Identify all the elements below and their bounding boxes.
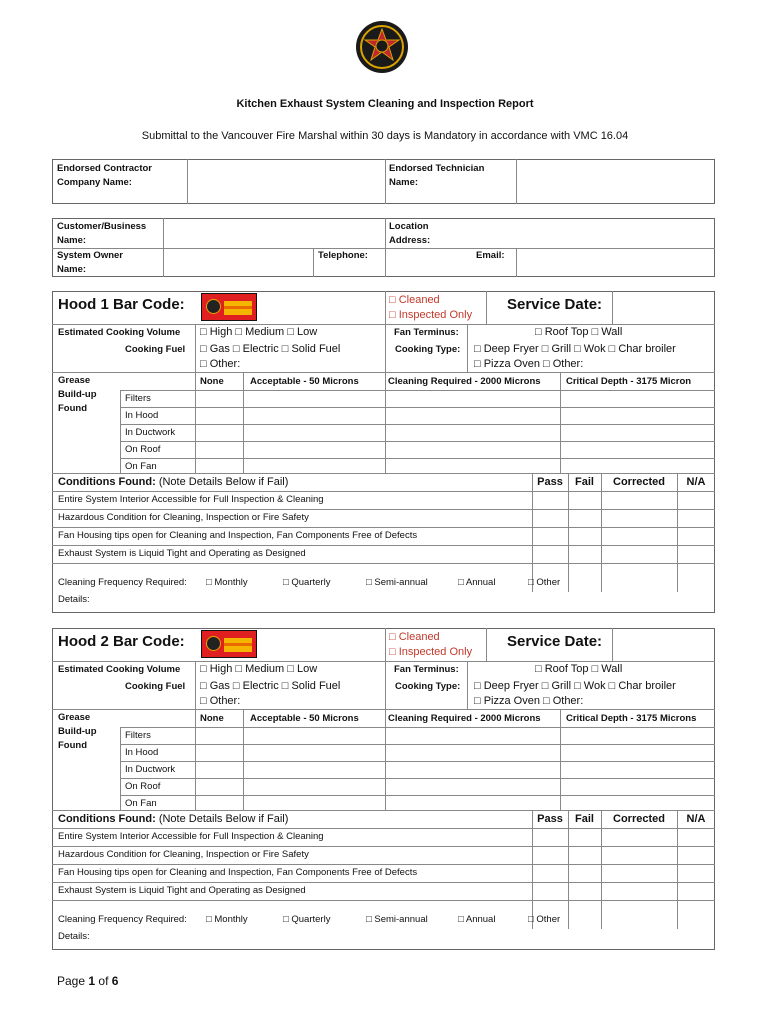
grease-cleaning-required-cell[interactable] [386,779,559,794]
grease-cleaning-required-cell[interactable] [386,391,559,406]
critical-column-header: Critical Depth - 3175 Microns [566,713,697,724]
system-owner-label-2: Name: [57,264,87,275]
condition-fail-cell[interactable] [569,528,600,544]
frequency-option-checkbox[interactable]: □ Quarterly [283,914,331,925]
condition-fail-cell[interactable] [569,865,600,881]
grease-row-label: On Roof [125,444,161,455]
grease-critical-cell[interactable] [561,391,714,406]
grease-row-label: In Ductwork [125,764,176,775]
grease-acceptable-cell[interactable] [244,425,384,440]
contractor-company-field[interactable] [188,160,384,203]
grease-cleaning-required-cell[interactable] [386,762,559,777]
condition-pass-cell[interactable] [533,546,567,562]
fuel-other[interactable]: □ Other: [200,358,241,370]
cooking-type-options-2[interactable]: □ Pizza Oven □ Other: [474,695,584,707]
condition-pass-cell[interactable] [533,883,567,899]
condition-corrected-cell[interactable] [602,546,676,562]
grease-none-cell[interactable] [196,728,242,743]
condition-na-cell[interactable] [678,528,714,544]
frequency-option-checkbox[interactable]: □ Annual [458,914,496,925]
condition-pass-cell[interactable] [533,528,567,544]
condition-row-label: Fan Housing tips open for Cleaning and Inspection, Fan Components Free of Defects [58,530,418,541]
grease-none-cell[interactable] [196,745,242,760]
hood-bar-code-label: Hood 1 Bar Code: [58,296,185,313]
condition-fail-cell[interactable] [569,492,600,508]
grease-acceptable-cell[interactable] [244,728,384,743]
grease-critical-cell[interactable] [561,728,714,743]
none-column-header: None [200,376,224,387]
cleaning-required-column-header: Cleaning Required - 2000 Microns [388,376,541,387]
grease-acceptable-cell[interactable] [244,442,384,457]
condition-na-cell[interactable] [678,546,714,562]
details-label: Details: [58,594,90,605]
grease-row-label: Filters [125,393,151,404]
volume-options[interactable]: □ High □ Medium □ Low [200,326,318,338]
condition-fail-cell[interactable] [569,883,600,899]
grease-critical-cell[interactable] [561,796,714,809]
cooking-type-label: Cooking Type: [395,344,461,355]
details-field[interactable] [100,929,710,947]
grease-label-2: Build-up [58,726,97,737]
system-owner-field[interactable] [164,249,312,276]
critical-column-header: Critical Depth - 3175 Micron [566,376,692,387]
condition-fail-cell[interactable] [569,546,600,562]
grease-cleaning-required-cell[interactable] [386,728,559,743]
grease-cleaning-required-cell[interactable] [386,459,559,472]
condition-corrected-cell[interactable] [602,883,676,899]
condition-fail-cell[interactable] [569,847,600,863]
grease-row-label: In Hood [125,747,159,758]
condition-corrected-cell[interactable] [602,847,676,863]
grease-cleaning-required-cell[interactable] [386,425,559,440]
email-label: Email: [476,250,505,261]
hood-bar-code-label: Hood 2 Bar Code: [58,633,185,650]
condition-row-label: Hazardous Condition for Cleaning, Inspection or Fire Safety [58,849,309,860]
condition-na-cell[interactable] [678,847,714,863]
condition-corrected-cell[interactable] [602,528,676,544]
cooking-type-label: Cooking Type: [395,681,461,692]
frequency-option-checkbox[interactable]: □ Quarterly [283,577,331,588]
fire-department-logo [355,20,409,74]
condition-na-cell[interactable] [678,492,714,508]
condition-row-label: Exhaust System is Liquid Tight and Operating as Designed [58,885,306,896]
cooking-type-options-2[interactable]: □ Pizza Oven □ Other: [474,358,584,370]
customer-business-field[interactable] [164,219,384,247]
grease-row-label: On Fan [125,798,157,809]
acceptable-column-header: Acceptable - 50 Microns [250,713,359,724]
cleaning-required-column-header: Cleaning Required - 2000 Microns [388,713,541,724]
service-date-label: Service Date: [507,633,603,650]
na-column-header: N/A [686,476,706,488]
grease-label-3: Found [58,403,88,414]
grease-acceptable-cell[interactable] [244,779,384,794]
condition-na-cell[interactable] [678,510,714,526]
condition-row-label: Hazardous Condition for Cleaning, Inspection or Fire Safety [58,512,309,523]
grease-acceptable-cell[interactable] [244,796,384,809]
grease-label-2: Build-up [58,389,97,400]
cleaned-checkbox[interactable]: □ Cleaned [389,631,440,643]
grease-row-label: On Roof [125,781,161,792]
none-column-header: None [200,713,224,724]
fan-terminus-options[interactable]: □ Roof Top □ Wall [535,663,623,675]
cooking-type-options[interactable]: □ Deep Fryer □ Grill □ Wok □ Char broiler [474,680,676,692]
condition-na-cell[interactable] [678,883,714,899]
fan-terminus-options[interactable]: □ Roof Top □ Wall [535,326,623,338]
fan-terminus-label: Fan Terminus: [394,664,459,675]
frequency-option-checkbox[interactable]: □ Annual [458,577,496,588]
location-address-label: Location [389,221,429,232]
condition-corrected-cell[interactable] [602,510,676,526]
grease-cleaning-required-cell[interactable] [386,408,559,423]
location-address-label-2: Address: [389,235,431,246]
inspected-only-checkbox[interactable]: □ Inspected Only [389,309,473,321]
grease-critical-cell[interactable] [561,779,714,794]
fail-column-header: Fail [575,476,594,488]
grease-critical-cell[interactable] [561,762,714,777]
report-title: Kitchen Exhaust System Cleaning and Inspection Report [236,98,534,110]
frequency-option-checkbox[interactable]: □ Other [528,914,561,925]
grease-none-cell[interactable] [196,442,242,457]
cooking-fuel-label: Cooking Fuel [125,344,186,355]
condition-corrected-cell[interactable] [602,829,676,845]
hood-bar-code-sticker [201,293,257,321]
grease-cleaning-required-cell[interactable] [386,442,559,457]
condition-row-label: Entire System Interior Accessible for Full Inspection & Cleaning [58,831,324,842]
condition-pass-cell[interactable] [533,829,567,845]
condition-pass-cell[interactable] [533,865,567,881]
grease-none-cell[interactable] [196,796,242,809]
cleaning-frequency-label: Cleaning Frequency Required: [58,577,187,588]
condition-na-cell[interactable] [678,829,714,845]
grease-row-label: Filters [125,730,151,741]
system-owner-label: System Owner [57,250,123,261]
condition-pass-cell[interactable] [533,510,567,526]
frequency-option-checkbox[interactable]: □ Semi-annual [366,914,428,925]
cleaning-frequency-label: Cleaning Frequency Required: [58,914,187,925]
telephone-label: Telephone: [318,250,368,261]
grease-none-cell[interactable] [196,762,242,777]
cooking-type-options[interactable]: □ Deep Fryer □ Grill □ Wok □ Char broiler [474,343,676,355]
grease-critical-cell[interactable] [561,425,714,440]
frequency-option-checkbox[interactable]: □ Other [528,577,561,588]
fuel-other[interactable]: □ Other: [200,695,241,707]
condition-pass-cell[interactable] [533,847,567,863]
email-field[interactable] [517,249,714,276]
service-date-field[interactable] [613,292,714,323]
grease-row-label: In Hood [125,410,159,421]
grease-none-cell[interactable] [196,459,242,472]
grease-label: Grease [58,375,91,386]
condition-row-label: Exhaust System is Liquid Tight and Operating as Designed [58,548,306,559]
na-column-header: N/A [686,813,706,825]
condition-row-label: Entire System Interior Accessible for Full Inspection & Cleaning [58,494,324,505]
conditions-found-label: Conditions Found: (Note Details Below if Fail) [58,476,289,488]
grease-row-label: On Fan [125,461,157,472]
service-date-field[interactable] [613,629,714,660]
grease-cleaning-required-cell[interactable] [386,796,559,809]
grease-cleaning-required-cell[interactable] [386,745,559,760]
volume-options[interactable]: □ High □ Medium □ Low [200,663,318,675]
grease-critical-cell[interactable] [561,442,714,457]
grease-critical-cell[interactable] [561,408,714,423]
condition-na-cell[interactable] [678,865,714,881]
condition-corrected-cell[interactable] [602,492,676,508]
grease-label-3: Found [58,740,88,751]
details-label: Details: [58,931,90,942]
condition-pass-cell[interactable] [533,492,567,508]
inspected-only-checkbox[interactable]: □ Inspected Only [389,646,473,658]
condition-fail-cell[interactable] [569,510,600,526]
fuel-options[interactable]: □ Gas □ Electric □ Solid Fuel [200,343,341,355]
technician-name-label-2: Name: [389,177,419,188]
grease-acceptable-cell[interactable] [244,459,384,472]
fail-column-header: Fail [575,813,594,825]
acceptable-column-header: Acceptable - 50 Microns [250,376,359,387]
service-date-label: Service Date: [507,296,603,313]
pass-column-header: Pass [537,476,563,488]
grease-critical-cell[interactable] [561,459,714,472]
report-subtitle: Submittal to the Vancouver Fire Marshal within 30 days is Mandatory in accordance with VMC 16.04 [141,130,629,142]
grease-critical-cell[interactable] [561,745,714,760]
grease-none-cell[interactable] [196,779,242,794]
grease-none-cell[interactable] [196,408,242,423]
hood-bar-code-sticker [201,630,257,658]
condition-fail-cell[interactable] [569,829,600,845]
grease-none-cell[interactable] [196,391,242,406]
condition-corrected-cell[interactable] [602,865,676,881]
corrected-column-header: Corrected [613,476,665,488]
grease-acceptable-cell[interactable] [244,391,384,406]
frequency-option-checkbox[interactable]: □ Monthly [206,914,248,925]
grease-acceptable-cell[interactable] [244,745,384,760]
frequency-option-checkbox[interactable]: □ Monthly [206,577,248,588]
cleaned-checkbox[interactable]: □ Cleaned [389,294,440,306]
grease-acceptable-cell[interactable] [244,408,384,423]
contractor-company-label-2: Company Name: [57,177,132,188]
grease-row-label: In Ductwork [125,427,176,438]
corrected-column-header: Corrected [613,813,665,825]
technician-name-field[interactable] [517,160,714,203]
contractor-company-label: Endorsed Contractor [57,163,153,174]
conditions-found-label: Conditions Found: (Note Details Below if Fail) [58,813,289,825]
grease-label: Grease [58,712,91,723]
technician-name-label: Endorsed Technician [389,163,485,174]
customer-business-label-2: Name: [57,235,87,246]
grease-acceptable-cell[interactable] [244,762,384,777]
customer-business-label: Customer/Business [57,221,147,232]
condition-row-label: Fan Housing tips open for Cleaning and Inspection, Fan Components Free of Defects [58,867,418,878]
page-number: Page 1 of 6 [57,974,119,988]
frequency-option-checkbox[interactable]: □ Semi-annual [366,577,428,588]
cooking-fuel-label: Cooking Fuel [125,681,186,692]
estimated-volume-label: Estimated Cooking Volume [58,327,181,338]
pass-column-header: Pass [537,813,563,825]
estimated-volume-label: Estimated Cooking Volume [58,664,181,675]
fan-terminus-label: Fan Terminus: [394,327,459,338]
fuel-options[interactable]: □ Gas □ Electric □ Solid Fuel [200,680,341,692]
grease-none-cell[interactable] [196,425,242,440]
details-field[interactable] [100,592,710,610]
